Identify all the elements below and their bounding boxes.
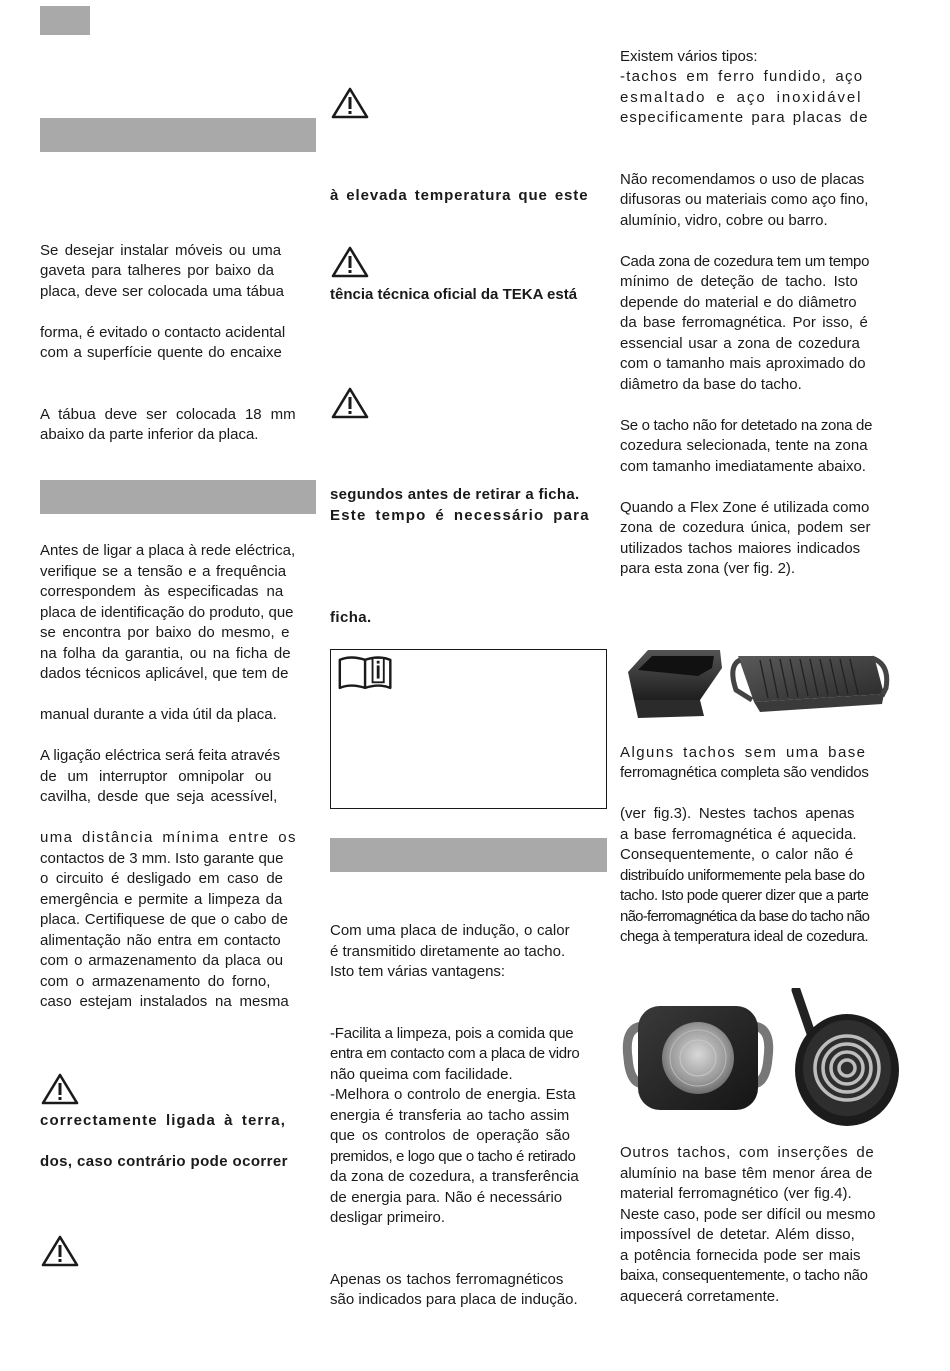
text-line: se encontra por baixo do mesmo, e [40,624,290,641]
text-line: baixa, consequentemente, o tacho não [620,1267,868,1284]
col2-bold-warning-1: à elevada temperatura que este [330,187,589,204]
text-line: Isto tem várias vantagens: [330,963,506,980]
text-line: são indicados para placa de indução. [330,1291,578,1308]
text-line: cozedura selecionada, tente na zona [620,437,868,454]
text-line: Alguns tachos sem uma base [620,744,867,761]
text-line: tacho. Isto pode querer dizer que a parte [620,887,869,904]
warning-triangle-icon [330,386,370,420]
text-line: A tábua deve ser colocada 18 mm [40,406,296,423]
text-line: A ligação eléctrica será feita através [40,747,281,764]
text-line: mínimo de deteção de tacho. Isto [620,273,858,290]
col1-bold-warning-1: correctamente ligada à terra, [40,1112,286,1129]
text-line: utilizados tachos maiores indicados [620,540,861,557]
text-line: Se desejar instalar móveis ou uma [40,242,282,259]
text-line: com o armazenamento do forno, [40,973,271,990]
text-line: -Melhora o controlo de energia. Esta [330,1086,576,1103]
col2-bold-warning-2: tência técnica oficial da TEKA está [330,286,578,303]
text-line: Consequentemente, o calor não é [620,846,854,863]
text-line: para esta zona (ver fig. 2). [620,560,796,577]
text-line: abaixo da parte inferior da placa. [40,426,259,443]
text-line: impossível de detetar. Além disso, [620,1226,855,1243]
text-line: Apenas os tachos ferromagnéticos [330,1271,564,1288]
text-line: esmaltado e aço inoxidável [620,89,863,106]
section-bar-induction [330,838,607,872]
text-line: forma, é evitado o contacto acidental [40,324,286,341]
info-note-box [330,649,607,809]
section-bar-electrical [40,480,316,514]
text-line: entra em contacto com a placa de vidro [330,1045,580,1062]
manual-info-icon [337,652,395,692]
text-line: correspondem às especificadas na [40,583,284,600]
text-line: energia é transferia ao tacho assim [330,1107,570,1124]
text-line: placa, deve ser colocada uma tábua [40,283,284,300]
text-line: -Facilita a limpeza, pois a comida que [330,1025,574,1042]
col2-bold-warning-4: ficha. [330,609,372,626]
text-line: distribuído uniformemente pela base do [620,867,865,884]
warning-triangle-icon [330,245,370,279]
text-line: com o tamanho mais aproximado do [620,355,866,372]
text-line: Cada zona de cozedura tem um tempo [620,253,870,270]
warning-triangle-icon [40,1072,80,1106]
section-bar-installation [40,118,316,152]
col2-bold-warning-3a: segundos antes de retirar a ficha. [330,486,580,503]
warning-triangle-icon [330,86,370,120]
text-line: Não recomendamos o uso de placas [620,171,865,188]
text-line: zona de cozedura única, podem ser [620,519,871,536]
text-line: Se o tacho não for detetado na zona de [620,417,873,434]
text-line: alumínio, vidro, cobre ou barro. [620,212,828,229]
text-line: verifique se a tensão e a frequência [40,563,287,580]
text-line: diâmetro da base do tacho. [620,376,802,393]
text-line: alimentação não entra em contacto [40,932,281,949]
text-line: caso estejam instalados na mesma [40,993,289,1010]
text-line: com o armazenamento da placa ou [40,952,284,969]
text-line: gaveta para talheres por baixo da [40,262,274,279]
text-line: especificamente para placas de [620,109,869,126]
text-line: Quando a Flex Zone é utilizada como [620,499,870,516]
text-line: não-ferromagnética da base do tacho não [620,908,870,925]
text-line: a base ferromagnética é aquecida. [620,826,857,843]
text-line: de um interruptor omnipolar ou [40,768,272,785]
text-line: é transmitido diretamente ao tacho. [330,943,566,960]
text-line: -tachos em ferro fundido, aço [620,68,864,85]
text-line: placa. Certifiquese de que o cabo de [40,911,288,928]
text-line: que os controlos de operação são [330,1127,570,1144]
text-line: ferromagnética completa são vendidos [620,764,869,781]
text-line: na folha da garantia, ou na ficha de [40,645,291,662]
text-line: com tamanho imediatamente abaixo. [620,458,866,475]
text-line: manual durante a vida útil da placa. [40,706,277,723]
text-line: da base ferromagnética. Por isso, é [620,314,868,331]
text-line: Com uma placa de indução, o calor [330,922,570,939]
text-line: o circuito é desligado em caso de [40,870,284,887]
text-line: a potência fornecida pode ser mais [620,1247,861,1264]
text-line: cavilha, desde que seja acessível, [40,788,278,805]
text-line: depende do material e do diâmetro [620,294,857,311]
text-line: alumínio na base têm menor área de [620,1165,873,1182]
col2-bold-warning-3b: Este tempo é necessário para [330,507,590,524]
text-line: Antes de ligar a placa à rede eléctrica, [40,542,296,559]
page-header-tab [40,6,90,35]
text-line: aquecerá corretamente. [620,1288,780,1305]
text-line: material ferromagnético (ver fig.4). [620,1185,852,1202]
text-line: contactos de 3 mm. Isto garante que [40,850,284,867]
text-line: placa de identificação do produto, que [40,604,294,621]
warning-triangle-icon [40,1234,80,1268]
text-line: não queima com facilidade. [330,1066,513,1083]
text-line: chega à temperatura ideal de cozedura. [620,928,869,945]
text-line: essencial usar a zona de cozedura [620,335,860,352]
col1-bold-warning-2: dos, caso contrário pode ocorrer [40,1153,288,1170]
text-line: emergência e permite a limpeza da [40,891,283,908]
text-line: dados técnicos aplicável, que tem de [40,665,289,682]
text-line: da zona de cozedura, a transferência [330,1168,579,1185]
text-line: de energia para. Não é necessário [330,1189,563,1206]
figure-2-cookware-image [620,642,900,722]
figure-3-4-cookware-image [620,988,900,1128]
text-line: Neste caso, pode ser difícil ou mesmo [620,1206,876,1223]
text-line: (ver fig.3). Nestes tachos apenas [620,805,855,822]
text-line: premidos, e logo que o tacho é retirado [330,1148,576,1165]
text-line: com a superfície quente do encaixe [40,344,282,361]
text-line: Outros tachos, com inserções de [620,1144,875,1161]
text-line: difusoras ou materiais como aço fino, [620,191,869,208]
text-line: desligar primeiro. [330,1209,446,1226]
text-line: uma distância mínima entre os [40,829,297,846]
text-line: Existem vários tipos: [620,48,758,65]
